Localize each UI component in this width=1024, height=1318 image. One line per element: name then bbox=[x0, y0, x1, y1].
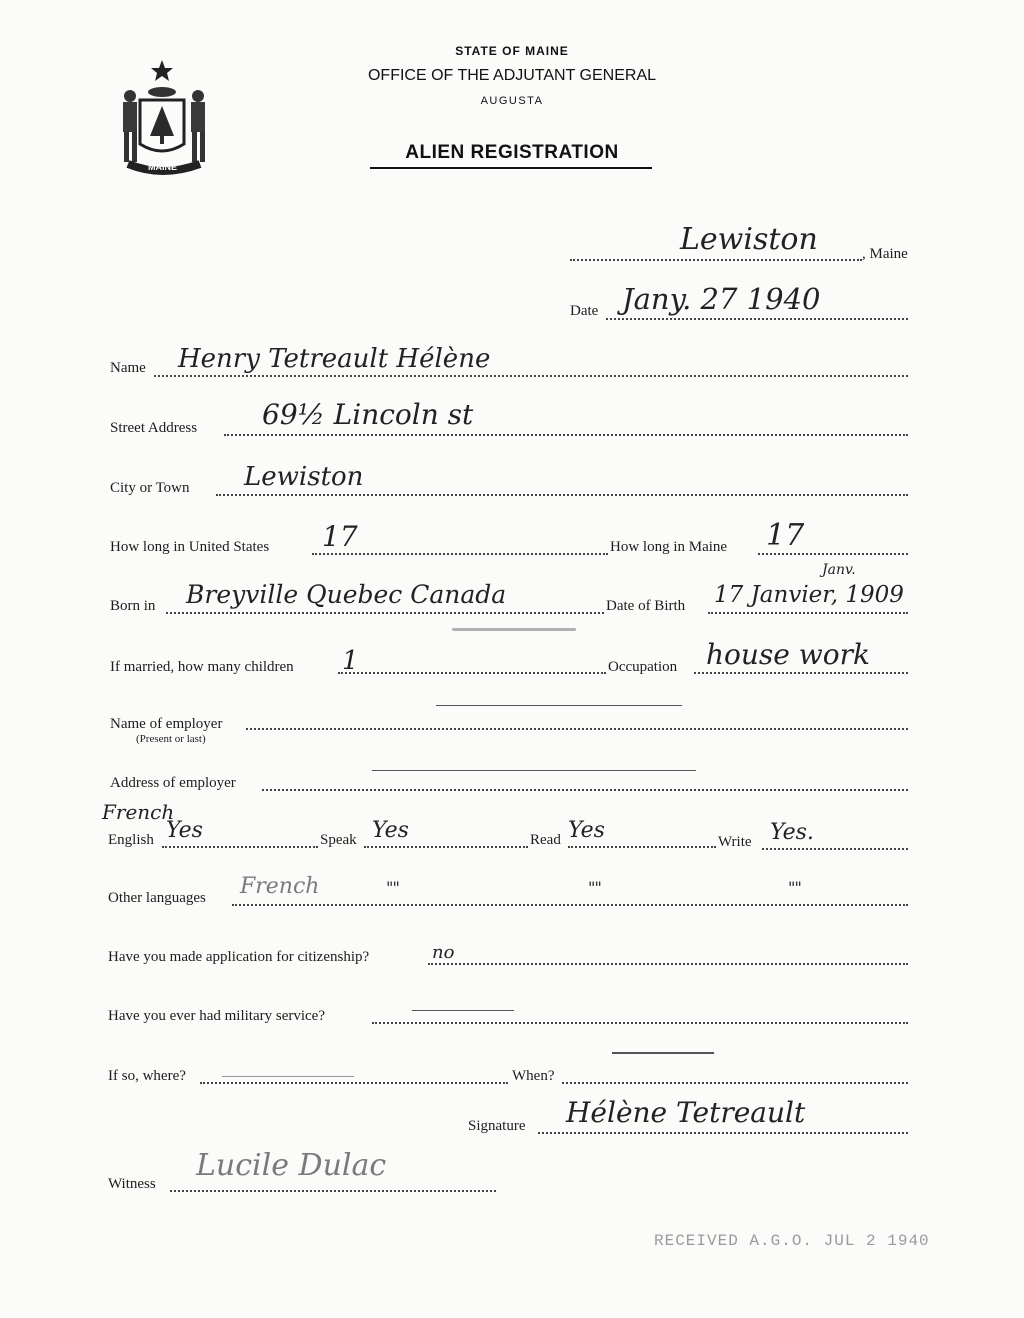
employer-name-dots bbox=[246, 728, 908, 730]
ditto-mark-1: " " bbox=[386, 878, 397, 897]
english-value: Yes bbox=[166, 818, 203, 843]
english-dots bbox=[162, 846, 318, 848]
if-so-where-label: If so, where? bbox=[108, 1068, 186, 1084]
speak-value: Yes bbox=[372, 818, 409, 843]
seal-motto: MAINE bbox=[148, 162, 177, 172]
how-long-maine-value: 17 bbox=[766, 518, 805, 553]
header-state: STATE OF MAINE bbox=[455, 44, 569, 58]
city-or-town-label: City or Town bbox=[110, 480, 190, 496]
if-so-where-dots bbox=[200, 1082, 508, 1084]
header-city: AUGUSTA bbox=[480, 95, 544, 107]
children-value: 1 bbox=[342, 646, 359, 676]
how-long-us-value: 17 bbox=[322, 520, 358, 553]
signature-value: Hélène Tetreault bbox=[566, 1096, 806, 1129]
read-label: Read bbox=[530, 832, 561, 848]
military-label: Have you ever had military service? bbox=[108, 1008, 325, 1024]
military-dash bbox=[412, 1010, 514, 1011]
when-dots bbox=[562, 1082, 908, 1084]
read-dots bbox=[568, 846, 716, 848]
born-in-value: Breyville Quebec Canada bbox=[186, 580, 507, 609]
employer-address-dash bbox=[372, 770, 696, 771]
born-in-dots bbox=[166, 612, 604, 614]
children-label: If married, how many children bbox=[110, 659, 294, 675]
ditto-mark-3: " " bbox=[788, 878, 799, 897]
maine-suffix: , Maine bbox=[862, 246, 908, 262]
employer-address-dots bbox=[262, 789, 908, 791]
born-in-underline-mark bbox=[452, 628, 576, 631]
employer-name-dash bbox=[436, 705, 682, 706]
received-stamp: RECEIVED A.G.O. JUL 2 1940 bbox=[654, 1232, 930, 1250]
city-or-town-value: Lewiston bbox=[244, 462, 364, 492]
form-title: ALIEN REGISTRATION bbox=[405, 142, 619, 163]
title-underline bbox=[370, 167, 652, 169]
english-note: French bbox=[102, 800, 175, 824]
other-languages-label: Other languages bbox=[108, 890, 206, 906]
citizenship-label: Have you made application for citizenship? bbox=[108, 949, 370, 965]
date-value: Jany. 27 1940 bbox=[622, 282, 821, 316]
street-address-value: 69½ Lincoln st bbox=[262, 398, 474, 431]
other-languages-value: French bbox=[240, 874, 320, 899]
name-dots bbox=[154, 375, 908, 377]
ditto-mark-2: " " bbox=[588, 878, 599, 897]
how-long-us-dots bbox=[312, 553, 608, 555]
street-address-label: Street Address bbox=[110, 420, 198, 436]
how-long-us-label: How long in United States bbox=[110, 539, 270, 555]
english-label: English bbox=[108, 832, 154, 848]
date-of-birth-label: Date of Birth bbox=[606, 598, 686, 614]
children-dots bbox=[338, 672, 606, 674]
read-value: Yes bbox=[568, 818, 605, 843]
name-label: Name bbox=[110, 360, 146, 376]
how-long-maine-dots bbox=[758, 553, 908, 555]
occupation-value: house work bbox=[706, 638, 870, 671]
employer-address-label: Address of employer bbox=[110, 775, 236, 791]
citizenship-value: no bbox=[432, 942, 455, 963]
occupation-label: Occupation bbox=[608, 659, 678, 675]
born-in-label: Born in bbox=[110, 598, 156, 614]
write-value: Yes. bbox=[770, 820, 814, 845]
employer-name-sublabel: (Present or last) bbox=[136, 733, 206, 745]
date-of-birth-note: Janv. bbox=[822, 562, 856, 578]
street-address-dots bbox=[224, 434, 908, 436]
date-label: Date bbox=[570, 303, 599, 319]
name-value: Henry Tetreault Hélène bbox=[178, 344, 491, 374]
other-languages-dots bbox=[232, 904, 908, 906]
city-line-value: Lewiston bbox=[680, 222, 818, 257]
military-dots bbox=[372, 1022, 908, 1024]
city-or-town-dots bbox=[216, 494, 908, 496]
speak-label: Speak bbox=[320, 832, 357, 848]
witness-value: Lucile Dulac bbox=[196, 1148, 387, 1183]
write-label: Write bbox=[718, 834, 752, 850]
date-dots bbox=[606, 318, 908, 320]
employer-name-label: Name of employer bbox=[110, 716, 223, 732]
witness-dots bbox=[170, 1190, 496, 1192]
city-line-dots bbox=[570, 259, 862, 261]
signature-label: Signature bbox=[468, 1118, 526, 1134]
witness-label: Witness bbox=[108, 1176, 156, 1192]
when-dash bbox=[612, 1052, 714, 1054]
when-label: When? bbox=[512, 1068, 555, 1084]
speak-dots bbox=[364, 846, 528, 848]
occupation-dots bbox=[694, 672, 908, 674]
citizenship-dots bbox=[428, 963, 908, 965]
date-of-birth-dots bbox=[708, 612, 908, 614]
signature-dots bbox=[538, 1132, 908, 1134]
write-dots bbox=[762, 848, 908, 850]
if-so-where-dash bbox=[222, 1076, 354, 1077]
date-of-birth-value: 17 Janvier, 1909 bbox=[714, 582, 904, 608]
header-office: OFFICE OF THE ADJUTANT GENERAL bbox=[367, 67, 657, 84]
how-long-maine-label: How long in Maine bbox=[610, 539, 728, 555]
